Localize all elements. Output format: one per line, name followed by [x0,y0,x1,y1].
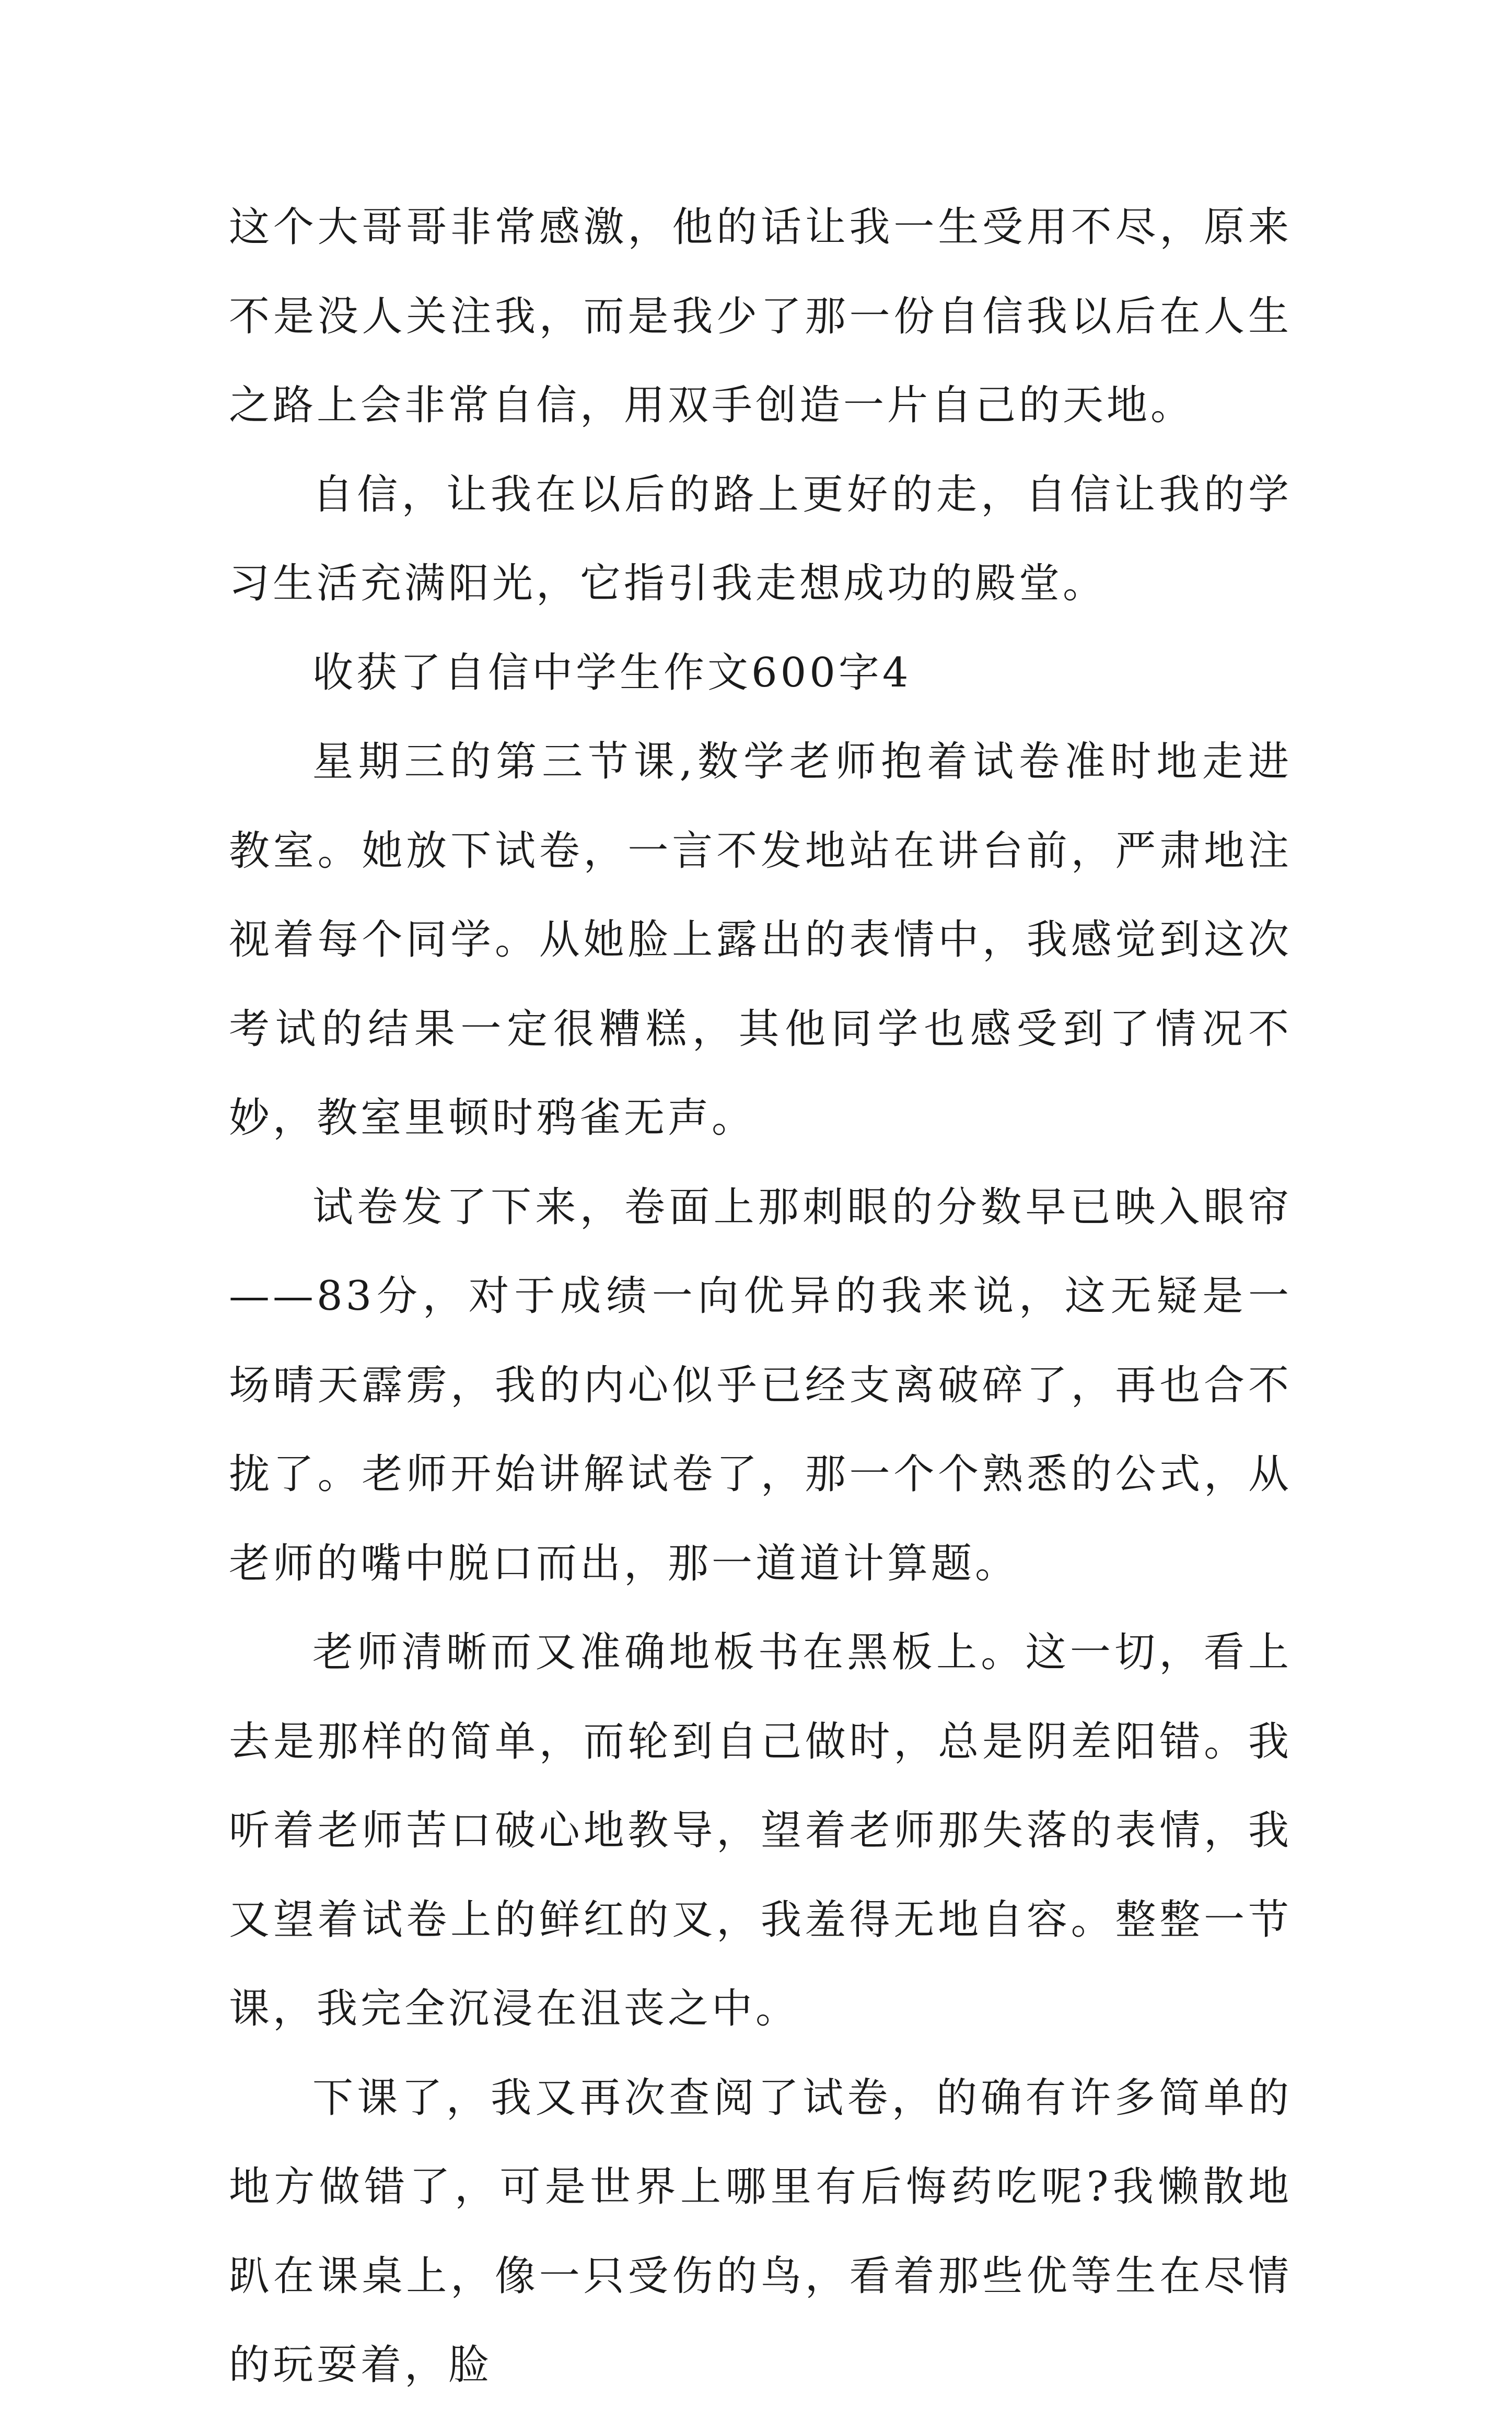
paragraph-6: 下课了，我又再次查阅了试卷，的确有许多简单的地方做错了，可是世界上哪里有后悔药吃呢?我懒散地趴在课桌上，像一只受伤的鸟，看着那些优等生在尽情的玩耍着，脸 [229,2074,1292,2389]
paragraph-5: 老师清晰而又准确地板书在黑板上。这一切，看上去是那样的简单，而轮到自己做时，总是阴差阳错。我听着老师苦口破心地教导，望着老师那失落的表情，我又望着试卷上的鲜红的叉，我羞得无地自容。整整一节课，我完全沉浸在沮丧之中。 [229,1629,1292,2032]
document-body [229,183,1292,2410]
paragraph-1: 这个大哥哥非常感激，他的话让我一生受用不尽，原来不是没人关注我，而是我少了那一份自信我以后在人生之路上会非常自信，用双手创造一片自己的天地。 [229,204,1292,429]
paragraph-4: 试卷发了下来，卷面上那刺眼的分数早已映入眼帘——83分，对于成绩一向优异的我来说，这无疑是一场晴天霹雳，我的内心似乎已经支离破碎了，再也合不拢了。老师开始讲解试卷了，那一个个熟悉的公式，从老师的嘴中脱口而出，那一道道计算题。 [229,1183,1292,1587]
essay-heading: 收获了自信中学生作文600字4 [312,649,912,696]
paragraph-2: 自信，让我在以后的路上更好的走，自信让我的学习生活充满阳光，它指引我走想成功的殿堂。 [229,471,1292,607]
paragraph-3: 星期三的第三节课,数学老师抱着试卷准时地走进教室。她放下试卷，一言不发地站在讲台前，严肃地注视着每个同学。从她脸上露出的表情中，我感觉到这次考试的结果一定很糟糕，其他同学也感受到了情况不妙，教室里顿时鸦雀无声。 [229,738,1292,1142]
